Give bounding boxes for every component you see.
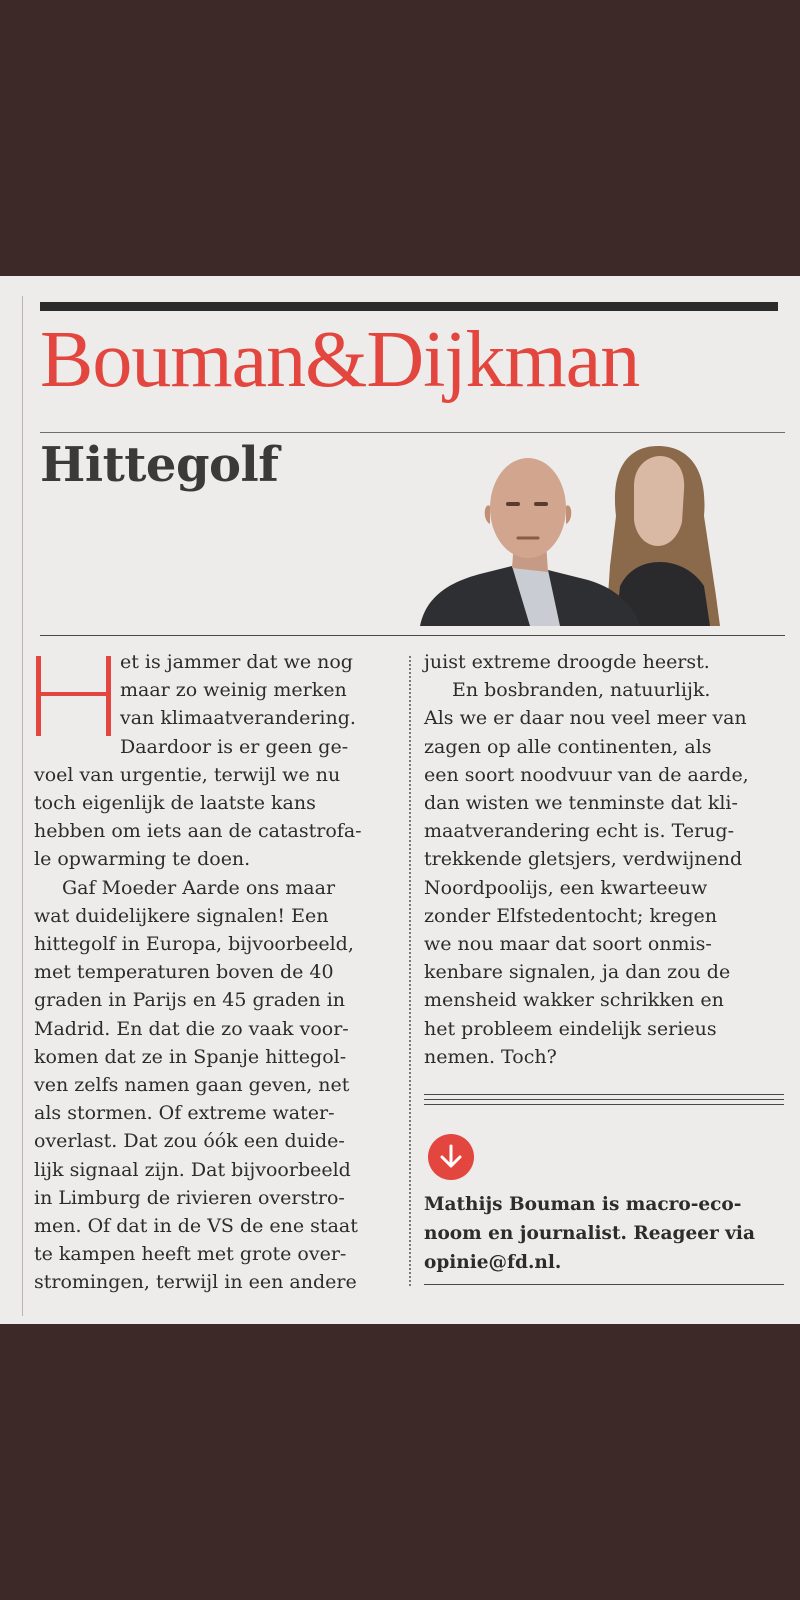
col1-line: in Limburg de rivieren overstro- (34, 1186, 345, 1209)
bio-line: opinie@fd.nl. (424, 1252, 562, 1273)
author-photo (420, 446, 780, 626)
col1-line: met temperaturen boven de 40 (34, 961, 334, 984)
col2-line: maatverandering echt is. Terug- (424, 820, 734, 843)
col1-line: als stormen. Of extreme water- (34, 1102, 335, 1125)
col1-line: van klimaatverandering. (120, 707, 356, 730)
man-head (490, 458, 566, 558)
bio-rule (424, 1284, 784, 1285)
col2-line: juist extreme droogde heerst. (424, 651, 710, 673)
col1-line: stromingen, terwijl in een andere (34, 1271, 357, 1294)
article-headline: Hittegolf (40, 437, 279, 493)
col2-line: nemen. Toch? (424, 1045, 557, 1068)
man-ear-right (566, 505, 571, 524)
col2-line: Als we er daar nou veel meer van (424, 707, 747, 730)
col1-line: Gaf Moeder Aarde ons maar (62, 876, 336, 899)
article-column-2 (424, 648, 782, 1071)
col1-line: le opwarming te doen. (34, 848, 251, 871)
col2-line: we nou maar dat soort onmis- (424, 933, 712, 956)
col1-line: komen dat ze in Spanje hittegol- (34, 1045, 347, 1068)
col2-line: Noordpoolijs, een kwarteeuw (424, 876, 708, 899)
author-bio (424, 1190, 784, 1277)
top-rule (40, 302, 778, 311)
col1-line: maar zo weinig merken (120, 679, 347, 702)
col1-line: Madrid. En dat die zo vaak voor- (34, 1017, 349, 1040)
col1-line: ven zelfs namen gaan geven, net (34, 1074, 350, 1097)
arrow-down-icon (428, 1134, 474, 1180)
man-ear (485, 505, 490, 524)
col2-line: kenbare signalen, ja dan zou de (424, 961, 731, 984)
col1-line: hebben om iets aan de catastrofa- (34, 820, 362, 843)
col2-line: een soort noodvuur van de aarde, (424, 763, 749, 786)
woman-face (634, 456, 684, 546)
col2-line: trekkende gletsjers, verdwijnend (424, 848, 743, 871)
col2-line: dan wisten we tenminste dat kli- (424, 792, 738, 815)
article-end-rules (424, 1094, 784, 1109)
col1-line: hittegolf in Europa, bijvoorbeeld, (34, 933, 354, 956)
col1-line: Daardoor is er geen ge- (120, 735, 349, 758)
column-masthead: Bouman&Dijkman (40, 316, 640, 404)
col1-line: men. Of dat in de VS de ene staat (34, 1215, 358, 1238)
col1-line: voel van urgentie, terwijl we nu (34, 763, 341, 786)
col1-line: et is jammer dat we nog (120, 651, 353, 673)
article-column-1 (34, 648, 394, 1297)
col1-line: te kampen heeft met grote over- (34, 1243, 347, 1266)
col1-line: toch eigenlijk de laatste kans (34, 792, 316, 815)
photo-rule (40, 635, 785, 636)
col1-line: wat duidelijkere signalen! Een (34, 904, 329, 927)
bio-line: Mathijs Bouman is macro-eco- (424, 1194, 742, 1215)
newspaper-clipping (0, 276, 800, 1324)
col2-line: het probleem eindelijk serieus (424, 1017, 717, 1040)
page-edge (22, 296, 23, 1316)
column-divider (409, 656, 411, 1286)
col2-line: zagen op alle continenten, als (424, 735, 712, 758)
col2-line: En bosbranden, natuurlijk. (452, 679, 711, 702)
masthead-rule (40, 432, 785, 433)
col1-line: overlast. Dat zou óók een duide- (34, 1130, 345, 1153)
col2-line: zonder Elfstedentocht; kregen (424, 904, 717, 927)
col1-line: lijk signaal zijn. Dat bijvoorbeeld (34, 1158, 351, 1181)
col1-line: graden in Parijs en 45 graden in (34, 989, 346, 1012)
col2-line: mensheid wakker schrikken en (424, 989, 724, 1012)
drop-cap-h (34, 648, 116, 736)
bio-line: noom en journalist. Reageer via (424, 1223, 755, 1244)
